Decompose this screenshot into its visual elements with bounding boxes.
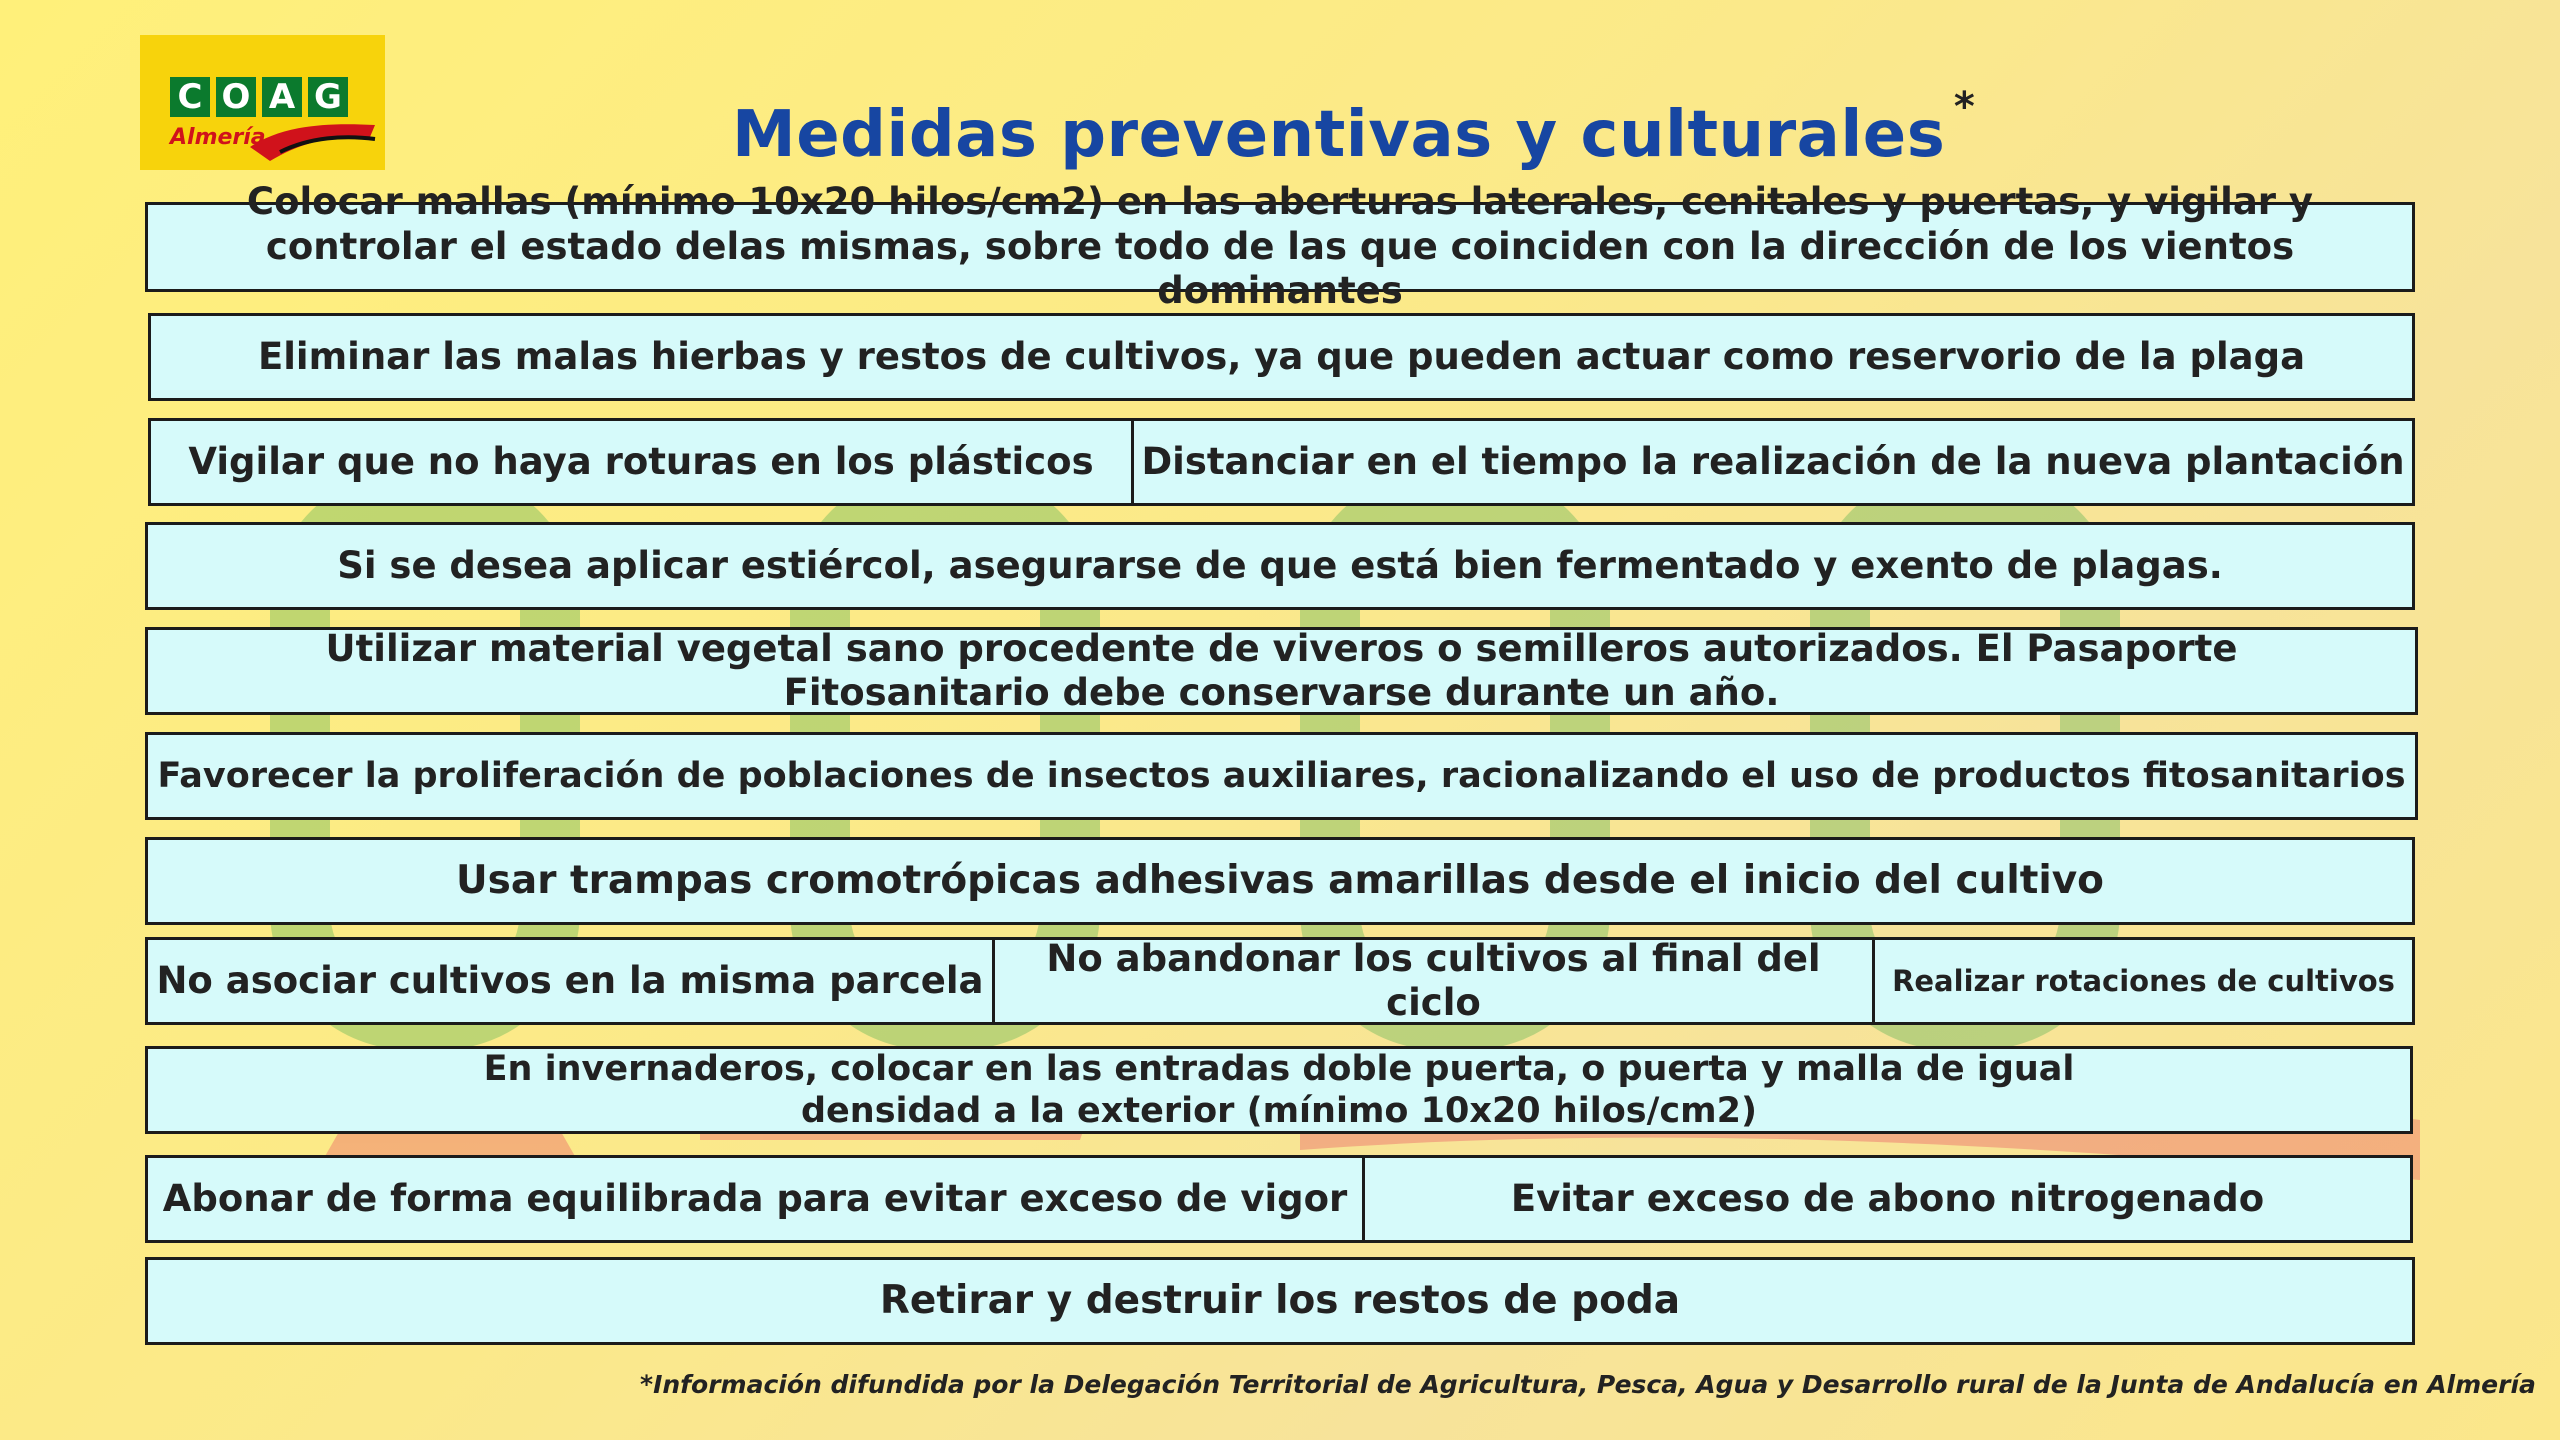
measure-cell: Realizar rotaciones de cultivos bbox=[1875, 937, 2415, 1025]
logo-letter: O bbox=[216, 77, 256, 117]
measure-row bbox=[145, 1046, 2413, 1134]
measure-cell: Si se desea aplicar estiércol, asegurarse de que está bien fermentado y exento de plagas. bbox=[145, 522, 2415, 610]
measure-row bbox=[145, 1155, 2413, 1243]
measure-cell: No asociar cultivos en la misma parcela bbox=[145, 937, 995, 1025]
logo-letter: C bbox=[170, 77, 210, 117]
measure-cell: Favorecer la proliferación de poblaciones de insectos auxiliares, racionalizando el uso de productos fitosanitarios bbox=[145, 732, 2418, 820]
measure-cell: Eliminar las malas hierbas y restos de cultivos, ya que pueden actuar como reservorio de la plaga bbox=[148, 313, 2415, 401]
logo-letter: G bbox=[308, 77, 348, 117]
logo-letter: A bbox=[262, 77, 302, 117]
measure-row bbox=[148, 418, 2415, 506]
measure-row bbox=[145, 837, 2415, 925]
measure-cell: Vigilar que no haya roturas en los plásticos bbox=[148, 418, 1134, 506]
measure-cell: Colocar mallas (mínimo 10x20 hilos/cm2) en las aberturas laterales, cenitales y puertas, y vigilar y controlar el estado delas mismas, sobre todo de las que coinciden con la dirección de los vientos dominantes bbox=[145, 202, 2415, 292]
measure-cell: En invernaderos, colocar en las entradas doble puerta, o puerta y malla de igual densidad a la exterior (mínimo 10x20 hilos/cm2) bbox=[145, 1046, 2413, 1134]
measure-cell: No abandonar los cultivos al final del ciclo bbox=[995, 937, 1875, 1025]
measure-row bbox=[145, 937, 2415, 1025]
measure-row bbox=[145, 522, 2415, 610]
measure-row bbox=[145, 732, 2418, 820]
measure-row bbox=[145, 1257, 2415, 1345]
source-footnote: *Información difundida por la Delegación Territorial de Agricultura, Pesca, Agua y Desarrollo rural de la Junta de Andalucía en Almería bbox=[640, 1370, 2536, 1399]
measure-row bbox=[145, 180, 2415, 313]
measure-cell: Distanciar en el tiempo la realización de la nueva plantación bbox=[1134, 418, 2415, 506]
measure-cell: Evitar exceso de abono nitrogenado bbox=[1365, 1155, 2413, 1243]
measure-row bbox=[145, 627, 2418, 715]
measure-row bbox=[148, 313, 2415, 401]
measure-cell: Usar trampas cromotrópicas adhesivas amarillas desde el inicio del cultivo bbox=[145, 837, 2415, 925]
logo-swoosh-icon bbox=[250, 117, 380, 167]
measure-cell: Abonar de forma equilibrada para evitar exceso de vigor bbox=[145, 1155, 1365, 1243]
measure-cell: Retirar y destruir los restos de poda bbox=[145, 1257, 2415, 1345]
coag-logo bbox=[140, 35, 385, 170]
title-asterisk: * bbox=[1953, 84, 1976, 130]
page-title: Medidas preventivas y culturales * bbox=[732, 84, 1976, 172]
measure-cell: Utilizar material vegetal sano procedente de viveros o semilleros autorizados. El Pasaporte Fitosanitario debe conservarse durante un año. bbox=[145, 627, 2418, 715]
logo-subtitle: Almería bbox=[170, 125, 266, 150]
